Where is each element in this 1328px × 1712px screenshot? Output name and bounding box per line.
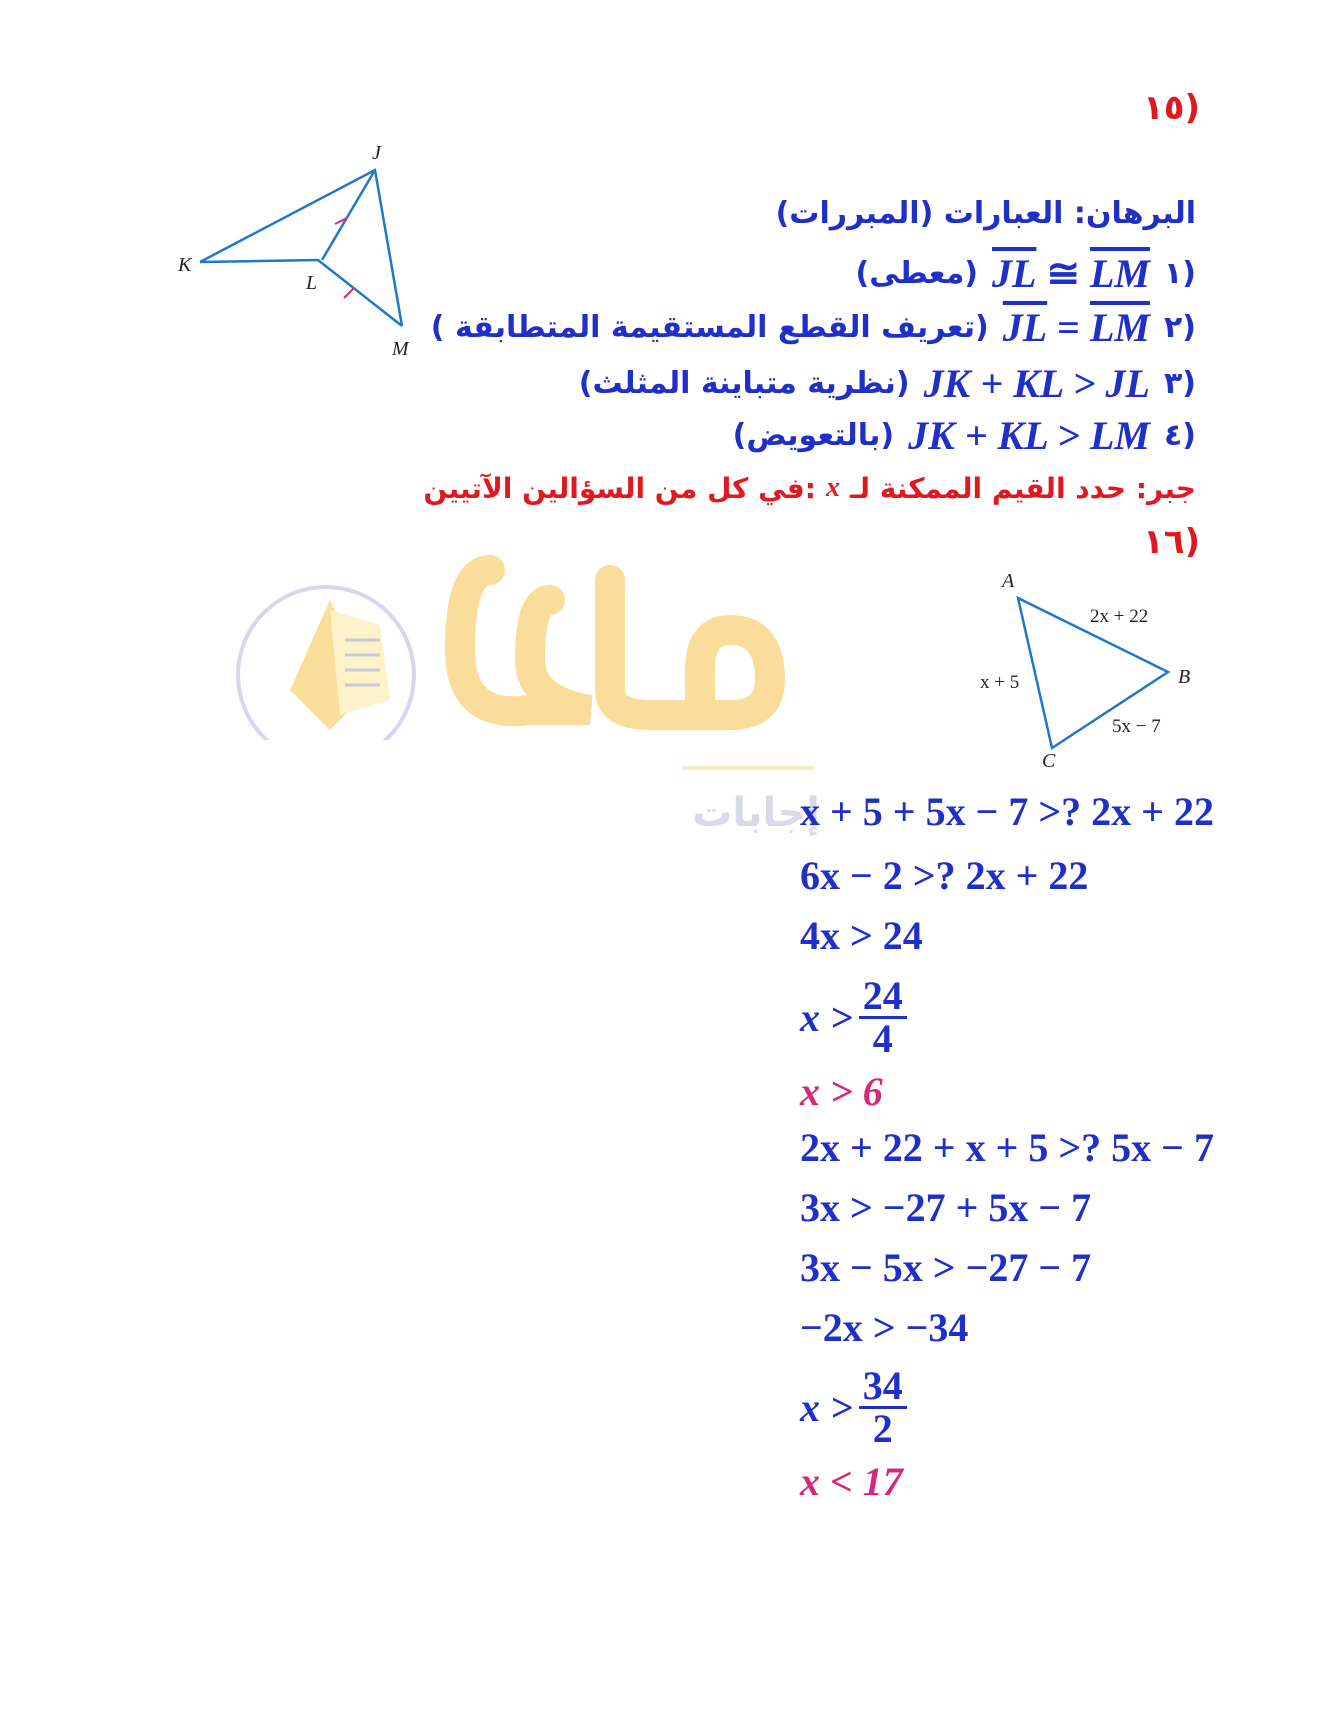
step-number: ٢): [1163, 310, 1196, 345]
watermark-divider: [683, 766, 813, 770]
proof-step-1: [855, 250, 1196, 297]
step-statement: $\overline{JL}$ ≅ $\overline{LM}$: [992, 251, 1150, 296]
side-label-bc: 5x − 7: [1112, 716, 1161, 737]
vertex-label-m: M: [392, 338, 409, 360]
work-line-2: 6x − 2 >? 2x + 22: [800, 853, 1089, 898]
fraction-denominator: 2: [872, 1406, 893, 1451]
proof-step-2: [431, 304, 1196, 351]
side-label-ab: 2x + 22: [1090, 606, 1149, 627]
work-line-6: 2x + 22 + x + 5 >? 5x − 7: [800, 1125, 1214, 1170]
work-line-4-lhs: x >: [800, 995, 853, 1040]
step-statement: JK + KL > JL: [923, 361, 1150, 406]
watermark-logo-icon: [230, 540, 830, 740]
work-line-10-lhs: x >: [800, 1385, 853, 1430]
vertex-label-k: K: [178, 254, 192, 276]
step-number: ٤): [1163, 418, 1196, 453]
work-line-9: −2x > −34: [800, 1305, 969, 1350]
step-number: ١): [1163, 256, 1196, 291]
proof-step-3: [579, 360, 1196, 407]
algebra-heading: [423, 472, 1196, 505]
work-line-10: [800, 1363, 907, 1451]
work-line-1: x + 5 + 5x − 7 >? 2x + 22: [800, 789, 1214, 834]
triangle-jklm-figure: [170, 138, 430, 358]
work-line-5-result: x > 6: [800, 1069, 883, 1114]
step-number: ٣): [1163, 366, 1196, 401]
vertex-label-c: C: [1042, 750, 1056, 772]
watermark: [230, 540, 830, 840]
fraction-numerator: 34: [859, 1366, 907, 1409]
proof-step-4: [733, 412, 1196, 459]
vertex-label-b: B: [1178, 666, 1191, 688]
watermark-sub-text: إجابات: [692, 790, 820, 836]
vertex-label-l: L: [306, 272, 318, 294]
step-reason: (نظرية متباينة المثلث): [578, 366, 910, 401]
algebra-heading-suffix: في كل من السؤالين الآتيين:: [423, 472, 816, 505]
algebra-heading-var: x: [825, 472, 840, 503]
work-line-10-fraction: [859, 1363, 907, 1451]
work-line-4-fraction: [859, 973, 907, 1061]
fraction-numerator: 24: [859, 976, 907, 1019]
vertex-label-a: A: [1002, 570, 1015, 592]
proof-heading: البرهان: العبارات (المبررات): [775, 196, 1196, 231]
work-line-8: 3x − 5x > −27 − 7: [800, 1245, 1092, 1290]
question-15-number: (١٥: [1142, 88, 1200, 128]
step-statement: $\overline{JL} = \overline{LM}$: [1002, 305, 1150, 350]
step-statement: JK + KL > LM: [908, 413, 1150, 458]
question-16-number: (١٦: [1142, 522, 1200, 562]
step-reason: ( تعريف القطع المستقيمة المتطابقة): [430, 310, 989, 345]
vertex-label-j: J: [372, 142, 381, 164]
step-reason: (معطى): [855, 256, 979, 291]
step-reason: (بالتعويض): [732, 418, 895, 453]
work-line-7: 3x > −27 + 5x − 7: [800, 1185, 1092, 1230]
side-label-ac: x + 5: [980, 672, 1020, 693]
fraction-denominator: 4: [872, 1016, 893, 1061]
work-line-4: [800, 973, 907, 1061]
work-line-11-result: x < 17: [800, 1459, 903, 1504]
algebra-heading-prefix: جبر: حدد القيم الممكنة لـ: [849, 472, 1196, 505]
work-line-3: 4x > 24: [800, 913, 923, 958]
